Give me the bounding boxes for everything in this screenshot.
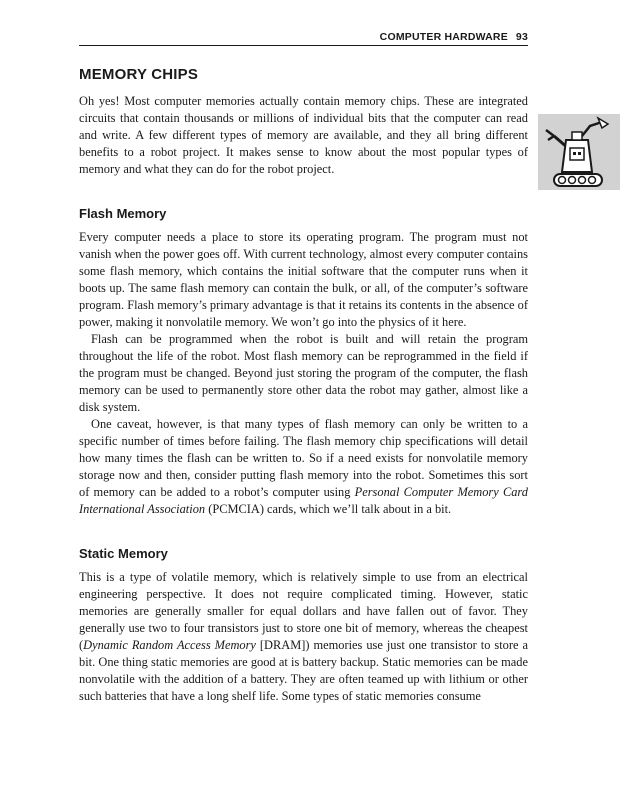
- chapter-thumb-tab: [538, 114, 620, 190]
- page-body: [79, 66, 528, 705]
- italic-term: Dynamic Random Access Memory: [83, 638, 256, 652]
- body-paragraph: Oh yes! Most computer memories actually contain memory chips. These are integrated circuits that contain thousands or millions of individual bits that the computer can read and write. A few different types of memory are available, and they all bring different benefits to a robot project. It makes sense to know about the most popular types of memory and what they can do for the robot project.: [79, 94, 528, 176]
- robot-icon: [538, 114, 620, 190]
- page-number: 93: [515, 31, 528, 43]
- running-header: [79, 31, 528, 43]
- section-flash-memory: [79, 206, 528, 518]
- text-run: This is a type of volatile memory, which is relatively simple to use from an electrical engineering perspective. It does not require complicated timing. However, static memories are generally smaller for equal dollars and have fallen out of favor. They generally use two to four transistors just to store one bit of memory, whereas the cheapest (: [79, 570, 528, 652]
- section-memory-chips: [79, 66, 528, 178]
- subsection-heading: Flash Memory: [79, 206, 167, 221]
- body-paragraph: [79, 416, 528, 518]
- text-run: (PCMCIA) cards, which we’ll talk about in a bit.: [205, 502, 452, 516]
- header-rule: [79, 45, 528, 46]
- body-paragraph: Flash can be programmed when the robot is built and will retain the program throughout the life of the robot. Most flash memory can be reprogrammed in the field if the program must be changed. Beyond just storing the program of the computer, the flash memory can be used to permanently store other data the robot may gather, almost like a disk system.: [79, 332, 528, 414]
- subsection-heading: Static Memory: [79, 546, 168, 561]
- italic-term: Personal Computer Memory Card International Association: [79, 485, 528, 516]
- body-paragraph: [79, 569, 528, 705]
- text-run: One caveat, however, is that many types of flash memory can only be written to a specific number of times before failing. The flash memory chip specifications will detail how many times the flash can be written to. So if a need exists for nonvolatile memory storage now and then, consider putting flash memory into the robot. Sometimes this sort of memory can be added to a robot’s computer using: [79, 417, 528, 499]
- running-title: COMPUTER HARDWARE: [379, 31, 508, 43]
- body-paragraph: Every computer needs a place to store its operating program. The program must not vanish when the power goes off. With current technology, almost every computer contains some flash memory, which contains the initial software that the computer runs when it boots up. The same flash memory can contain the bulk, or all, of the computer’s software program. Flash memory’s primary advantage is that it retains its contents in the absence of power, making it nonvolatile memory. We won’t go into the physics of it here.: [79, 230, 528, 329]
- text-run: [DRAM]) memories use just one transistor to store a bit. One thing static memories are good at is battery backup. Static memories can be made nonvolatile with the addition of a battery. They are often teamed up with lithium or other such batteries that have a long shelf life. Some types of static memories consume: [79, 638, 528, 703]
- section-static-memory: [79, 546, 528, 705]
- section-heading: MEMORY CHIPS: [79, 66, 199, 83]
